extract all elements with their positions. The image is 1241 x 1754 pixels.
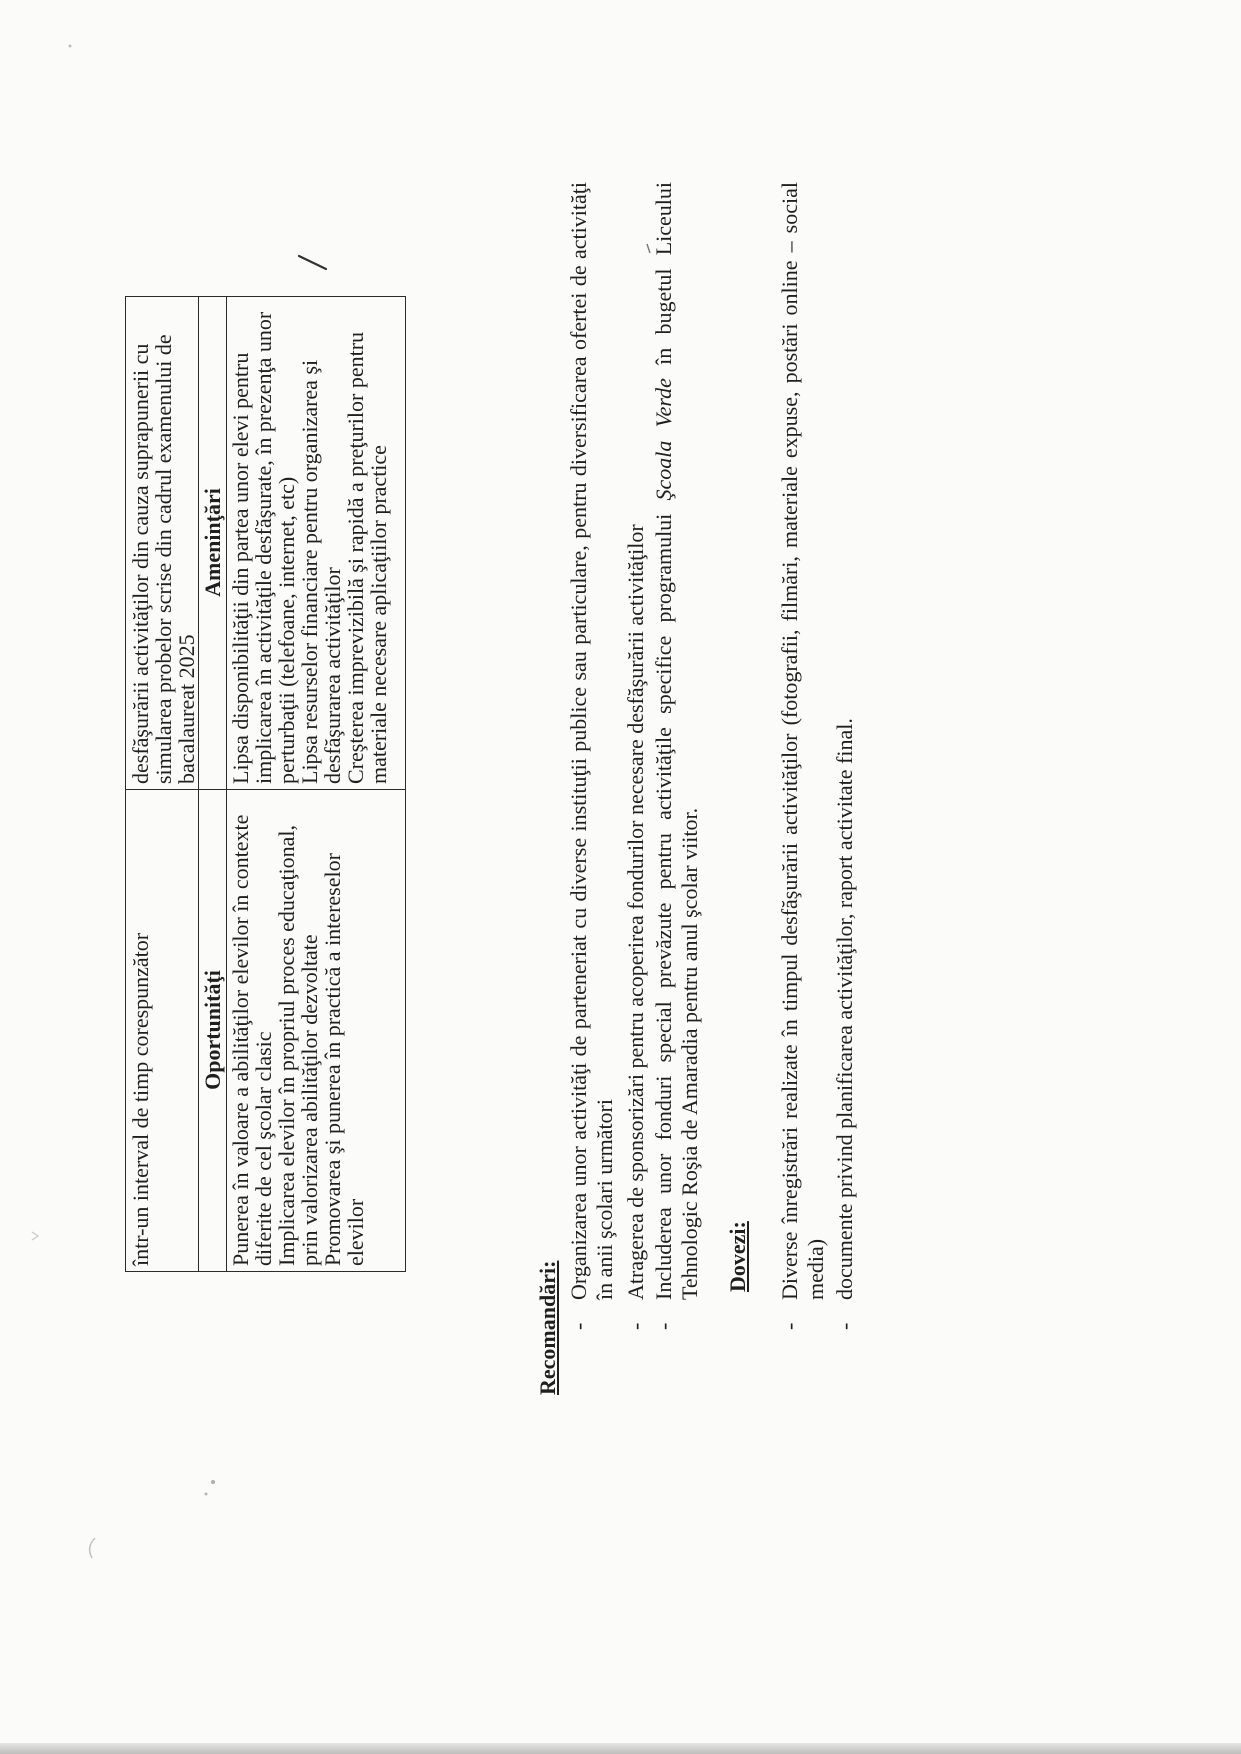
table-row-swot-body: [227, 297, 406, 1272]
program-name: Şcoala Verde: [651, 378, 676, 501]
cell-line: desfăşurării activităţilor din cauza suprapunerii cu: [128, 343, 153, 784]
table-header-row: [199, 297, 227, 1272]
threat-line: Creşterea imprevizibilă şi rapidă a preţurilor pentru: [343, 331, 368, 784]
table-cell-continuation-right: [126, 297, 199, 790]
text-line: în anii şcolari următori: [592, 1099, 618, 1300]
recommendations-heading: Recomandări:: [535, 1260, 560, 1395]
threat-line: implicarea în activităţile desfăşurate, în prezenţa unor: [251, 311, 276, 784]
threat-line: perturbaţii (telefoane, internet, etc): [274, 476, 299, 784]
evidence-heading: Dovezi:: [725, 1221, 750, 1292]
list-bullet-dash: -: [623, 1322, 648, 1330]
opportunity-line: Implicarea elevilor în propriul proces educaţional,: [274, 824, 299, 1266]
threat-line: Lipsa disponibilităţii din partea unor elevi pentru: [228, 352, 253, 784]
opportunity-line: Promovarea şi punerea în practică a intereselor: [320, 853, 345, 1266]
table-cell-opportunities: [227, 790, 406, 1272]
opportunity-line: diferite de cel şcolar clasic: [251, 1031, 276, 1266]
text-segment: în bugetul Liceului: [651, 181, 676, 365]
text-line: Tehnologic Roşia de Amaradia pentru anul şcolar viitor.: [677, 807, 703, 1300]
recommendation-text: [566, 182, 619, 1300]
list-bullet-dash: -: [777, 1322, 802, 1330]
list-bullet-dash: -: [566, 1322, 591, 1330]
cell-line: bacalaureat 2025: [174, 634, 199, 784]
list-bullet-dash: -: [832, 1322, 857, 1330]
opportunity-line: prin valorizarea abilităţilor dezvoltate: [297, 934, 322, 1266]
text-line: Diverse înregistrări realizate în timpul desfăşurării activităţilor (fotografii, filmări, materiale expuse, postări online – social: [777, 182, 802, 1300]
swot-table: [125, 296, 406, 1272]
table-cell-continuation-left: [126, 790, 199, 1272]
evidence-text: [832, 182, 858, 1300]
threat-line: desfăşurarea activităţilor: [320, 567, 345, 784]
text-line: media): [803, 1238, 829, 1300]
column-header-opportunities: Oportunităţi: [199, 790, 227, 1272]
cell-line: într-un interval de timp corespunzător: [128, 932, 153, 1266]
text-line: documente privind planificarea activităţilor, raport activitate final.: [832, 718, 857, 1300]
opportunity-line: elevilor: [343, 1198, 368, 1266]
threat-line: Lipsa resurselor financiare pentru organizarea şi: [297, 359, 322, 784]
cell-line: simularea probelor scrise din cadrul examenului de: [151, 334, 176, 784]
column-header-threats: Ameninţări: [199, 297, 227, 790]
opportunity-line: Punerea în valoare a abilităţilor elevilor în contexte: [228, 814, 253, 1266]
text-line: Atragerea de sponsorizări pentru acoperirea fondurilor necesare desfăşurării activităţilor: [623, 524, 648, 1300]
text-segment: Includerea unor fonduri special prevăzute pentru activităţile specifice programului: [651, 513, 676, 1300]
recommendation-text: [623, 182, 649, 1300]
table-row-continuation: [126, 297, 199, 1272]
evidence-text: [777, 182, 830, 1300]
recommendation-text: [651, 182, 704, 1300]
table-cell-threats: [227, 297, 406, 790]
list-bullet-dash: -: [651, 1322, 676, 1330]
threat-line: materiale necesare aplicaţiilor practice: [366, 445, 391, 784]
text-line: Organizarea unor activităţi de parteneriat cu diverse instituţii publice sau particulare, pentru diversificarea ofertei de activităţi: [566, 182, 591, 1300]
text-line: [651, 182, 677, 1300]
